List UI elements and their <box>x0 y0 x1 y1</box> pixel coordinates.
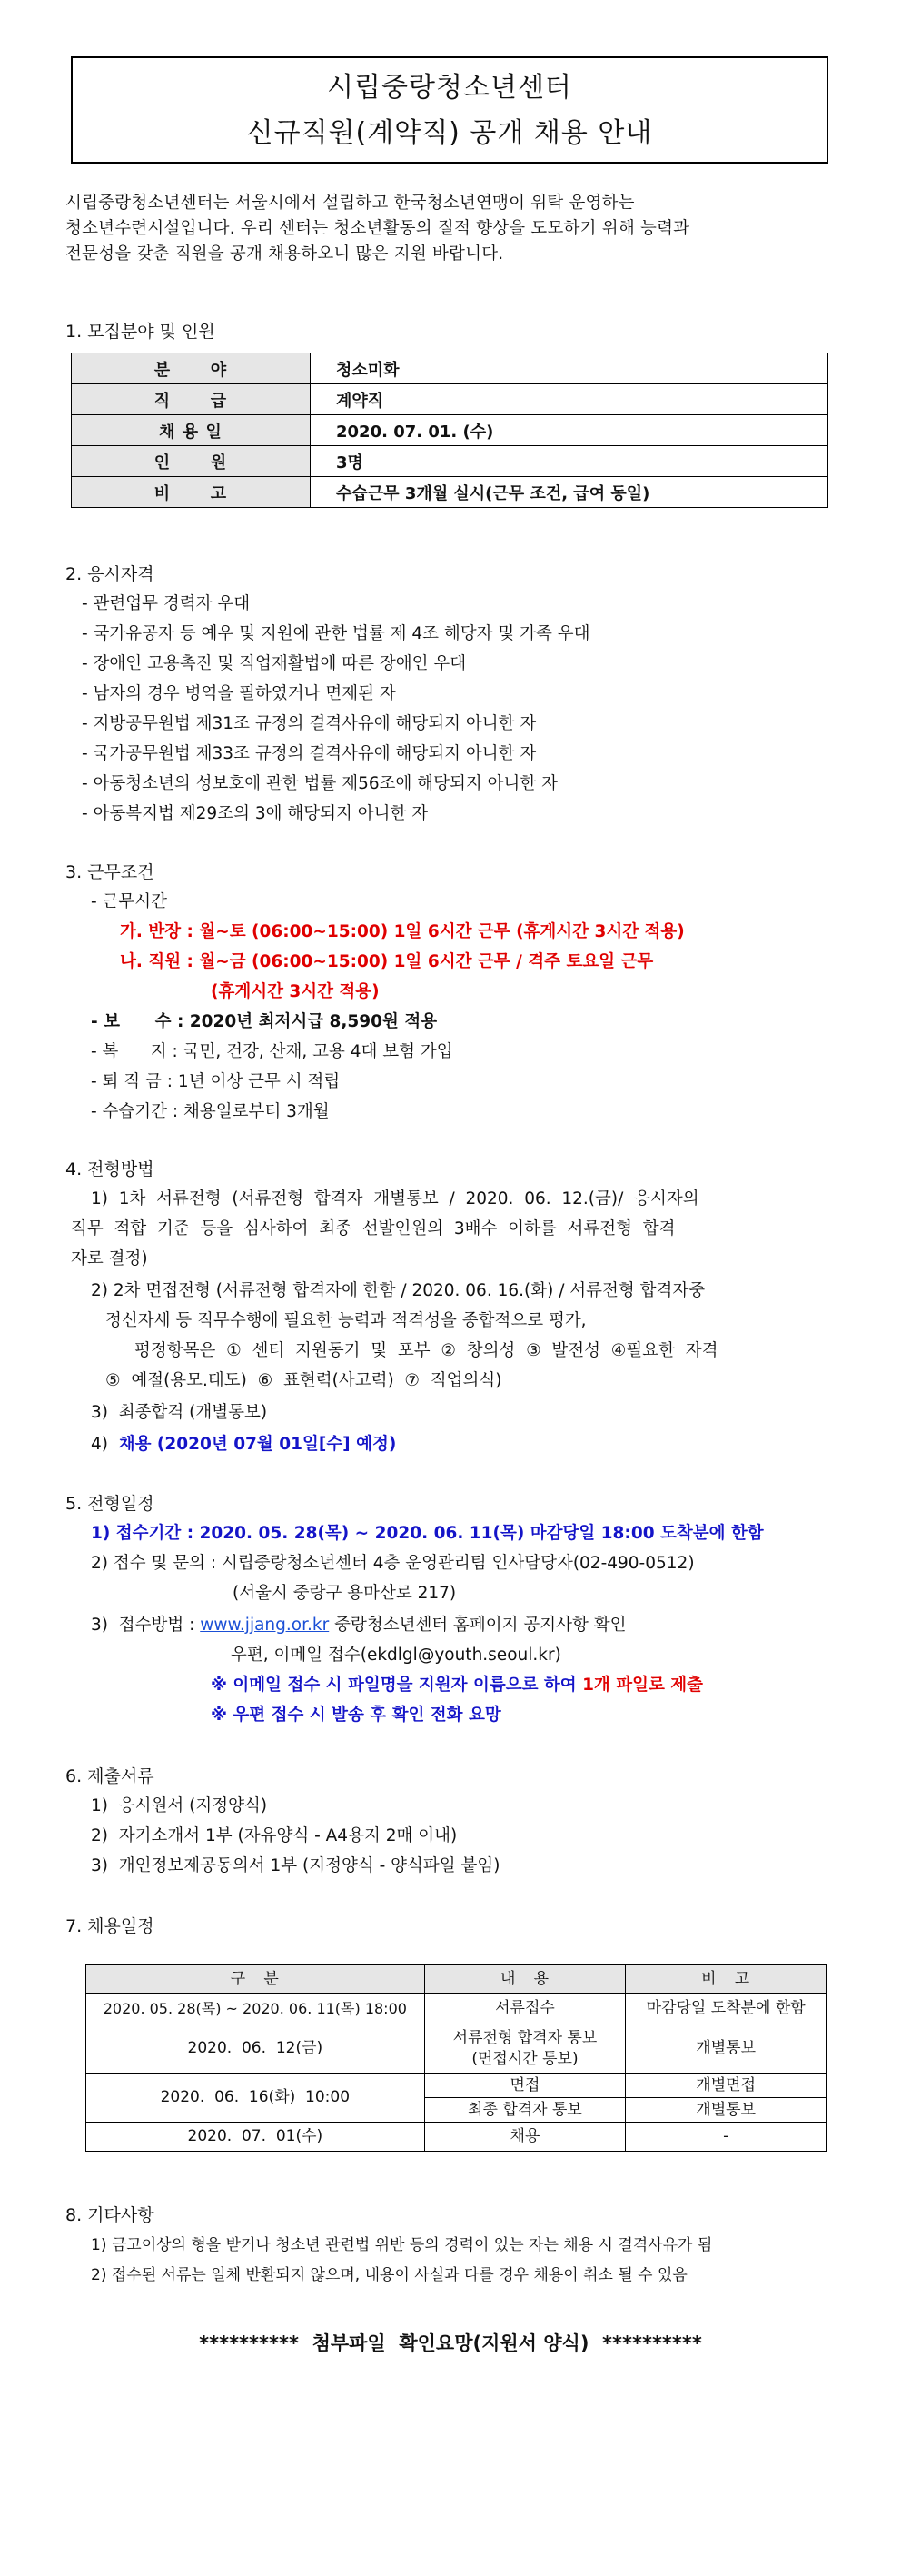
schedule-note: 개별통보 <box>626 2024 827 2074</box>
post-note: ※ 우편 접수 시 발송 후 확인 전화 요망 <box>211 1706 501 1725</box>
header-note: 비 고 <box>626 1965 827 1994</box>
qualification-item: - 지방공무원법 제31조 규정의 결격사유에 해당되지 아니한 자 <box>82 714 537 733</box>
step2-line: ⑤ 예절(용모.태도) ⑥ 표현력(사고력) ⑦ 직업의식) <box>105 1371 502 1390</box>
row-value: 수습근무 3개월 실시(근무 조건, 급여 동일) <box>311 477 828 508</box>
qualification-item: - 국가유공자 등 예우 및 지원에 관한 법률 제 4조 해당자 및 가족 우대 <box>82 624 590 643</box>
method-prefix: 3) 접수방법 : <box>91 1616 201 1635</box>
row-value: 2020. 07. 01. (수) <box>311 415 828 446</box>
work-hours-label: - 근무시간 <box>91 892 168 911</box>
schedule-note: - <box>626 2123 827 2152</box>
table-row <box>72 384 828 415</box>
step1-line: 직무 적합 기준 등을 심사하여 최종 선발인원의 3배수 이하를 서류전형 합격 <box>71 1219 676 1238</box>
attachment-notice: ********** 첨부파일 확인요망(지원서 양식) ********** <box>199 2332 702 2354</box>
table-row <box>72 477 828 508</box>
title-line1: 시립중랑청소년센터 <box>327 72 572 104</box>
contact-line: 2) 접수 및 문의 : 시립중랑청소년센터 4층 운영관리팀 인사담당자(02-490-0512) <box>91 1554 695 1573</box>
section2-heading: 2. 응시자격 <box>65 564 154 584</box>
header-category: 구 분 <box>86 1965 425 1994</box>
method-line-2: 우편, 이메일 접수(ekdlgl@youth.seoul.kr) <box>231 1646 561 1665</box>
schedule-note: 마감당일 도착분에 한함 <box>626 1994 827 2024</box>
document-item: 1) 응시원서 (지정양식) <box>91 1796 268 1815</box>
section3-heading: 3. 근무조건 <box>65 862 154 882</box>
section5-heading: 5. 전형일정 <box>65 1494 154 1514</box>
schedule-content <box>424 2024 626 2074</box>
section1-heading: 1. 모집분야 및 인원 <box>65 322 215 342</box>
address-line: (서울시 중랑구 용마산로 217) <box>233 1584 457 1603</box>
step1-line: 자로 결정) <box>71 1249 148 1268</box>
step3-line: 3) 최종합격 (개별통보) <box>91 1403 268 1422</box>
row-key: 분 야 <box>72 353 311 384</box>
retirement-line: - 퇴 직 금 : 1년 이상 근무 시 적립 <box>91 1072 341 1091</box>
schedule-date: 2020. 05. 28(목) ~ 2020. 06. 11(목) 18:00 <box>86 1994 425 2024</box>
schedule-content: 서류접수 <box>424 1994 626 2024</box>
section4-heading: 4. 전형방법 <box>65 1159 154 1179</box>
step4-prefix: 4) <box>91 1435 119 1454</box>
work-hours-staff: 나. 직원 : 월~금 (06:00~15:00) 1일 6시간 근무 / 격주 토요일 근무 <box>120 952 654 971</box>
intro-paragraph <box>65 191 847 267</box>
welfare-line: - 복 지 : 국민, 건강, 산재, 고용 4대 보험 가입 <box>91 1042 453 1061</box>
schedule-content: 채용 <box>424 2123 626 2152</box>
document-item: 3) 개인정보제공동의서 1부 (지정양식 - 양식파일 붙임) <box>91 1856 500 1875</box>
table-row <box>72 353 828 384</box>
document-item: 2) 자기소개서 1부 (자유양식 - A4용지 2매 이내) <box>91 1826 458 1845</box>
table-row <box>86 1994 827 2024</box>
probation-line: - 수습기간 : 채용일로부터 3개월 <box>91 1102 330 1121</box>
qualification-item: - 장애인 고용촉진 및 직업재활법에 따른 장애인 우대 <box>82 654 467 673</box>
row-value: 청소미화 <box>311 353 828 384</box>
application-period: 1) 접수기간 : 2020. 05. 28(목) ~ 2020. 06. 11(목) 마감당일 18:00 도착분에 한함 <box>91 1524 764 1543</box>
intro-line: 전문성을 갖춘 직원을 공개 채용하오니 많은 지원 바랍니다. <box>65 244 504 264</box>
email-note-text: ※ 이메일 접수 시 파일명을 지원자 이름으로 하여 <box>211 1676 583 1695</box>
row-value: 계약직 <box>311 384 828 415</box>
schedule-content: 최종 합격자 통보 <box>424 2098 626 2123</box>
table-row <box>72 415 828 446</box>
table-row <box>86 2074 827 2098</box>
schedule-table <box>85 1964 827 2152</box>
step4-hire-date: 채용 (2020년 07월 01일[수] 예정) <box>118 1435 397 1454</box>
intro-line: 시립중랑청소년센터는 서울시에서 설립하고 한국청소년연맹이 위탁 운영하는 <box>65 194 635 213</box>
header-content: 내 용 <box>424 1965 626 1994</box>
schedule-content-line: 서류전형 합격자 통보 <box>452 2028 598 2047</box>
step2-line: 정신자세 등 직무수행에 필요한 능력과 적격성을 종합적으로 평가, <box>105 1311 587 1330</box>
schedule-date: 2020. 06. 16(화) 10:00 <box>86 2074 425 2123</box>
table-row <box>72 446 828 477</box>
step1-line: 1) 1차 서류전형 (서류전형 합격자 개별통보 / 2020. 06. 12.(금)/ 응시자의 <box>91 1189 699 1208</box>
schedule-content-line: (면접시간 통보) <box>471 2049 579 2068</box>
step4-line <box>91 1431 396 1455</box>
qualification-item: - 남자의 경우 병역을 필하였거나 면제된 자 <box>82 684 396 703</box>
homepage-link[interactable]: www.jjang.or.kr <box>200 1616 330 1635</box>
row-key: 인 원 <box>72 446 311 477</box>
table-row <box>86 2123 827 2152</box>
section6-heading: 6. 제출서류 <box>65 1766 154 1786</box>
title-line2: 신규직원(계약직) 공개 채용 안내 <box>246 117 653 149</box>
schedule-date: 2020. 06. 12(금) <box>86 2024 425 2074</box>
misc-item: 2) 접수된 서류는 일체 반환되지 않으며, 내용이 사실과 다를 경우 채용이 취소 될 수 있음 <box>91 2266 688 2284</box>
row-key: 채 용 일 <box>72 415 311 446</box>
recruit-table <box>71 353 828 508</box>
row-value: 3명 <box>311 446 828 477</box>
qualification-item: - 국가공무원법 제33조 규정의 결격사유에 해당되지 아니한 자 <box>82 744 537 763</box>
email-note-highlight: 1개 파일로 제출 <box>582 1676 704 1695</box>
misc-item: 1) 금고이상의 형을 받거나 청소년 관련법 위반 등의 경력이 있는 자는 채용 시 결격사유가 됨 <box>91 2236 713 2254</box>
table-row <box>86 2024 827 2074</box>
row-key: 직 급 <box>72 384 311 415</box>
row-key: 비 고 <box>72 477 311 508</box>
section7-heading: 7. 채용일정 <box>65 1916 154 1936</box>
schedule-date: 2020. 07. 01(수) <box>86 2123 425 2152</box>
pay-line: - 보 수 : 2020년 최저시급 8,590원 적용 <box>91 1012 438 1031</box>
schedule-content: 면접 <box>424 2074 626 2098</box>
table-header-row <box>86 1965 827 1994</box>
method-suffix: 중랑청소년센터 홈페이지 공지사항 확인 <box>329 1616 627 1635</box>
qualification-item: - 아동청소년의 성보호에 관한 법률 제56조에 해당되지 아니한 자 <box>82 774 559 793</box>
qualification-item: - 관련업무 경력자 우대 <box>82 594 251 613</box>
email-note <box>211 1672 703 1696</box>
work-hours-staff-break: (휴게시간 3시간 적용) <box>211 982 380 1001</box>
title-box <box>71 56 828 164</box>
intro-line: 청소년수련시설입니다. 우리 센터는 청소년활동의 질적 향상을 도모하기 위해 능력과 <box>65 219 690 238</box>
work-hours-leader: 가. 반장 : 월~토 (06:00~15:00) 1일 6시간 근무 (휴게시간 3시간 적용) <box>120 922 685 941</box>
schedule-note: 개별면접 <box>626 2074 827 2098</box>
schedule-note: 개별통보 <box>626 2098 827 2123</box>
step2-line: 평정항목은 ① 센터 지원동기 및 포부 ② 창의성 ③ 발전성 ④필요한 자격 <box>134 1341 718 1360</box>
step2-line: 2) 2차 면접전형 (서류전형 합격자에 한함 / 2020. 06. 16.(화) / 서류전형 합격자중 <box>91 1281 706 1300</box>
qualification-item: - 아동복지법 제29조의 3에 해당되지 아니한 자 <box>82 804 429 823</box>
section8-heading: 8. 기타사항 <box>65 2205 154 2225</box>
method-line <box>91 1612 627 1636</box>
